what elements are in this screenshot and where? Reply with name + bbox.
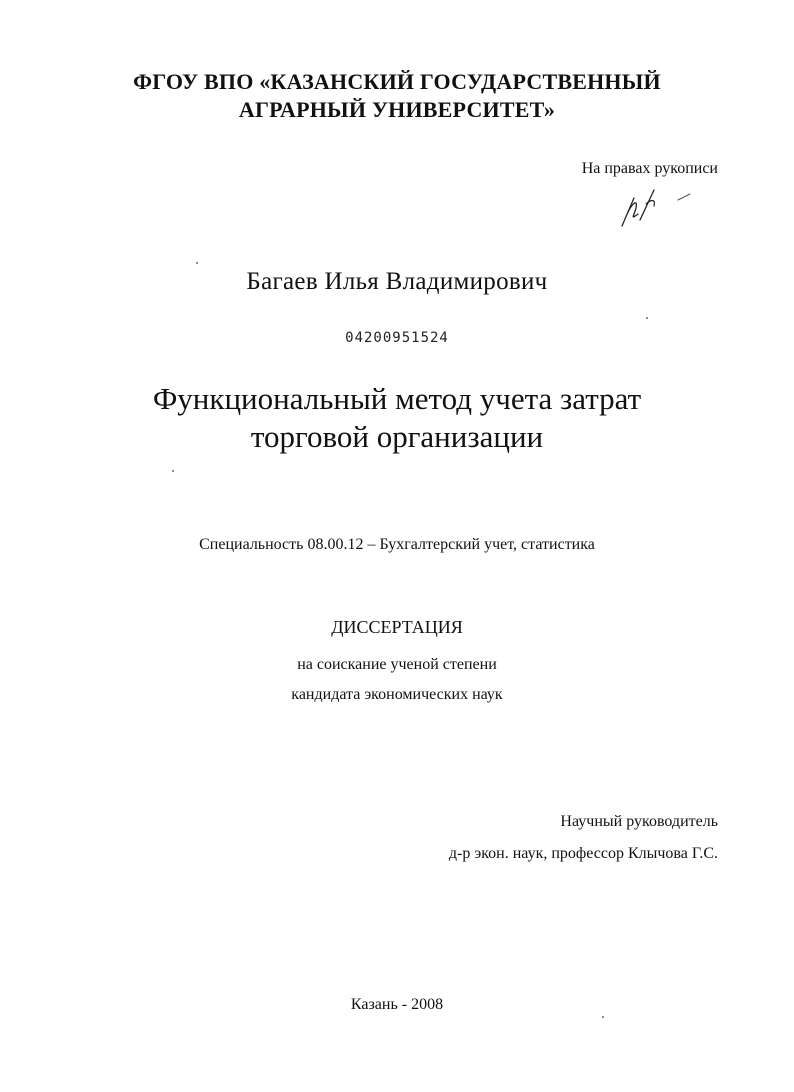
city-year: Казань - 2008 — [350, 996, 444, 1013]
specialty: Специальность 08.00.12 – Бухгалтерский учет, статистика — [199, 536, 595, 553]
institution-name — [0, 68, 794, 124]
title-line-2: торговой организации — [250, 419, 544, 454]
scan-speck — [196, 262, 198, 264]
handwritten-signature — [616, 184, 696, 230]
dissertation-heading: ДИССЕРТАЦИЯ — [331, 617, 463, 637]
degree-description — [0, 650, 794, 710]
institution-line-1: ФГОУ ВПО «КАЗАНСКИЙ ГОСУДАРСТВЕННЫЙ — [133, 69, 661, 94]
scan-speck — [646, 317, 648, 319]
degree-line-2: кандидата экономических наук — [291, 686, 503, 703]
scientific-advisor — [449, 806, 718, 870]
author-name: Багаев Илья Владимирович — [246, 268, 548, 295]
degree-line-1: на соискание ученой степени — [297, 656, 497, 673]
advisor-name: д-р экон. наук, профессор Клычова Г.С. — [448, 845, 718, 862]
institution-line-2: АГРАРНЫЙ УНИВЕРСИТЕТ» — [238, 97, 556, 122]
title-line-1: Функциональный метод учета затрат — [152, 381, 642, 416]
scan-speck — [602, 1016, 604, 1018]
dissertation-title — [0, 380, 794, 456]
registry-code: 04200951524 — [345, 330, 449, 346]
scan-speck — [172, 470, 174, 472]
advisor-role: Научный руководитель — [560, 813, 718, 830]
manuscript-rights-note: На правах рукописи — [581, 160, 718, 177]
